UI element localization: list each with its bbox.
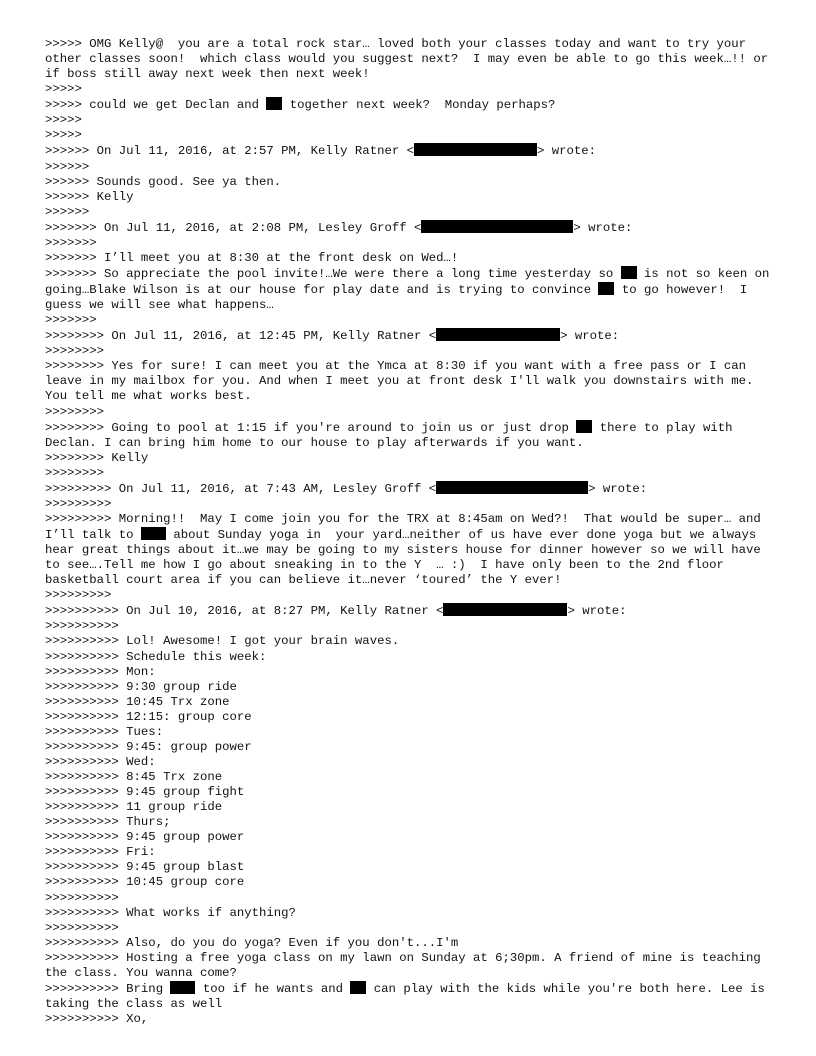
email-line <box>45 710 780 725</box>
email-line <box>45 1012 780 1027</box>
email-line <box>45 634 780 649</box>
email-line <box>45 650 780 665</box>
redaction-box <box>443 603 567 616</box>
email-line <box>45 860 780 875</box>
email-line <box>45 680 780 695</box>
email-line <box>45 588 780 603</box>
email-line <box>45 190 780 205</box>
redaction-box <box>141 527 166 540</box>
email-line <box>45 205 780 220</box>
redaction-box <box>350 981 366 994</box>
email-line <box>45 770 780 785</box>
email-line <box>45 906 780 921</box>
redaction-box <box>170 981 195 994</box>
line-text: can play with the kids while you're both here. Lee is taking the class as well <box>45 981 773 1011</box>
line-text: is not so keen on going…Blake Wilson is at our house for play date and is trying to convince <box>45 266 777 297</box>
email-line <box>45 313 780 328</box>
email-line <box>45 497 780 512</box>
email-thread <box>45 37 783 1027</box>
line-text: >>>>>>>> Kelly <box>45 450 149 465</box>
email-line <box>45 891 780 906</box>
email-line <box>45 619 780 634</box>
email-line <box>45 405 780 420</box>
email-line <box>45 266 780 313</box>
email-line <box>45 875 780 890</box>
line-text: >>>>> <box>45 128 82 143</box>
line-text: >>>>>>>> <box>45 465 105 480</box>
email-line <box>45 921 780 936</box>
email-line <box>45 128 780 143</box>
email-line <box>45 420 780 451</box>
email-line <box>45 359 780 404</box>
email-line <box>45 113 780 128</box>
line-text: >>>>>>>>>> 10:45 Trx zone <box>45 694 230 709</box>
line-text: >>>>>>> On Jul 11, 2016, at 2:08 PM, Lesley Groff < <box>45 220 422 235</box>
line-text: >>>>>>>> <box>45 344 105 359</box>
line-text: > wrote: <box>567 604 627 619</box>
line-text: >>>>>>>>>> Also, do you do yoga? Even if you don't...I'm <box>45 935 459 950</box>
email-line <box>45 451 780 466</box>
email-line <box>45 160 780 175</box>
line-text: >>>>>> Sounds good. See ya then. <box>45 174 282 189</box>
line-text: >>>>>> On Jul 11, 2016, at 2:57 PM, Kelly Ratner < <box>45 144 414 159</box>
redaction-box <box>621 266 637 279</box>
line-text: > wrote: <box>588 481 648 496</box>
line-text: >>>>>>>> <box>45 404 105 419</box>
line-text: >>>>>>> I’ll meet you at 8:30 at the front desk on Wed…! <box>45 250 459 265</box>
line-text: >>>>>>>>>> Hosting a free yoga class on my lawn on Sunday at 6;30pm. A friend of mine is teaching the class. You wanna come? <box>45 950 769 980</box>
line-text: >>>>>>>>>> Wed: <box>45 754 156 769</box>
email-line <box>45 37 783 82</box>
line-text: >>>>>>>>>> 9:45 group fight <box>45 785 245 800</box>
redaction-box <box>598 282 614 295</box>
line-text: >>>>>>>>>> <box>45 920 119 935</box>
email-line <box>45 845 780 860</box>
line-text: >>>>>>> <box>45 235 97 250</box>
line-text: >>>>>>>> Going to pool at 1:15 if you're around to join us or just drop <box>45 420 577 435</box>
email-line <box>45 936 780 951</box>
email-line <box>45 175 780 190</box>
line-text: >>>>>>>>>> Mon: <box>45 664 156 679</box>
email-line <box>45 695 780 710</box>
line-text: >>>>>>>>>> <box>45 619 119 634</box>
line-text: >>>>>>>>>> <box>45 890 119 905</box>
email-line <box>45 740 780 755</box>
line-text: >>>>>>>>> <box>45 588 112 603</box>
line-text: >>>>>>> <box>45 313 97 328</box>
line-text: >>>>>>>>>> 11 group ride <box>45 800 223 815</box>
email-line <box>45 481 780 497</box>
line-text: >>>>>>>>>> On Jul 10, 2016, at 8:27 PM, Kelly Ratner < <box>45 604 444 619</box>
redaction-box <box>576 420 592 433</box>
line-text: > wrote: <box>536 144 597 159</box>
line-text: >>>>>>>>> <box>45 496 112 511</box>
email-line <box>45 236 780 251</box>
line-text: >>>>>>>>>> 9:45: group power <box>45 739 252 754</box>
email-line <box>45 603 780 619</box>
line-text: >>>>>>>>>> Fri: <box>45 845 156 860</box>
line-text: together next week? Monday perhaps? <box>282 98 556 113</box>
line-text: >>>>>>>>>> Thurs; <box>45 815 171 830</box>
email-line <box>45 220 780 236</box>
line-text: >>>>> <box>45 113 82 128</box>
line-text: >>>>>>>>>> 10:45 group core <box>45 875 245 890</box>
redaction-box <box>414 143 537 156</box>
line-text: >>>>>>>>>> Bring <box>45 981 171 996</box>
line-text: >>>>>>>>>> Schedule this week: <box>45 649 267 664</box>
line-text: there to play with Declan. I can bring him home to our house to play afterwards if you want. <box>45 420 740 450</box>
line-text: about Sunday yoga in your yard…neither of us have ever done yoga but we always hear great things about it…we may be going to my sisters house for dinner however so we will have to see….Tell me how I go about sneaking in to the Y … :) I have only been to the 2nd floor basketball court area if you can believe it…never ‘toured’ the Y ever! <box>45 528 769 588</box>
redaction-box <box>436 328 560 341</box>
line-text: >>>>>>>>>> Tues: <box>45 724 164 739</box>
email-line <box>45 665 780 680</box>
line-text: >>>>>>>>>> 9:45 group power <box>45 830 245 845</box>
line-text: >>>>>> <box>45 204 90 219</box>
redaction-box <box>436 481 588 494</box>
line-text: >>>>> OMG Kelly@ you are a total rock star… loved both your classes today and want to try your other classes soon! which class would you suggest next? I may even be able to go this week…!! or if boss still away next week then next week! <box>45 37 783 82</box>
line-text: >>>>>>> So appreciate the pool invite!…We were there a long time yesterday so <box>45 266 621 281</box>
line-text: >>>>>>>>> Morning!! May I come join you for the TRX at 8:45am on Wed?! That would be super… and I’ll talk to <box>45 511 769 542</box>
email-line <box>45 251 780 266</box>
redaction-box <box>266 97 282 110</box>
email-line <box>45 815 780 830</box>
line-text: >>>>> could we get Declan and <box>45 98 267 113</box>
email-line <box>45 143 780 159</box>
email-line <box>45 981 780 1012</box>
line-text: >>>>>>>>>> 12:15: group core <box>45 709 252 724</box>
email-line <box>45 512 780 588</box>
email-line <box>45 344 780 359</box>
email-line <box>45 725 780 740</box>
line-text: >>>>>> Kelly <box>45 189 134 204</box>
line-text: >>>>>>>>>> Xo, <box>45 1012 149 1026</box>
line-text: too if he wants and <box>195 981 351 996</box>
line-text: > wrote: <box>560 329 620 344</box>
email-line <box>45 466 780 481</box>
redaction-box <box>421 220 573 233</box>
email-line <box>45 785 780 800</box>
email-line <box>45 800 780 815</box>
line-text: >>>>> <box>45 82 82 97</box>
line-text: >>>>>>>>> On Jul 11, 2016, at 7:43 AM, Lesley Groff < <box>45 481 437 496</box>
email-line <box>45 830 780 845</box>
line-text: to go however! I guess we will see what happens… <box>45 283 755 313</box>
line-text: >>>>>>>> Yes for sure! I can meet you at the Ymca at 8:30 if you want with a free pass or I can leave in my mailbox for you. And when I meet you at front desk I'll walk you downstairs with me. You tell me what works best. <box>45 359 761 404</box>
email-line <box>45 755 780 770</box>
line-text: >>>>>>>>>> 9:45 group blast <box>45 860 245 875</box>
line-text: >>>>>>>>>> What works if anything? <box>45 905 296 920</box>
line-text: >>>>>>>> On Jul 11, 2016, at 12:45 PM, Kelly Ratner < <box>45 329 437 344</box>
email-line <box>45 97 780 113</box>
line-text: > wrote: <box>573 220 633 235</box>
line-text: >>>>>> <box>45 159 90 174</box>
email-line <box>45 328 780 344</box>
line-text: >>>>>>>>>> 9:30 group ride <box>45 679 237 694</box>
email-line <box>45 951 780 981</box>
email-line <box>45 82 780 97</box>
line-text: >>>>>>>>>> Lol! Awesome! I got your brain waves. <box>45 634 400 649</box>
line-text: >>>>>>>>>> 8:45 Trx zone <box>45 770 223 784</box>
